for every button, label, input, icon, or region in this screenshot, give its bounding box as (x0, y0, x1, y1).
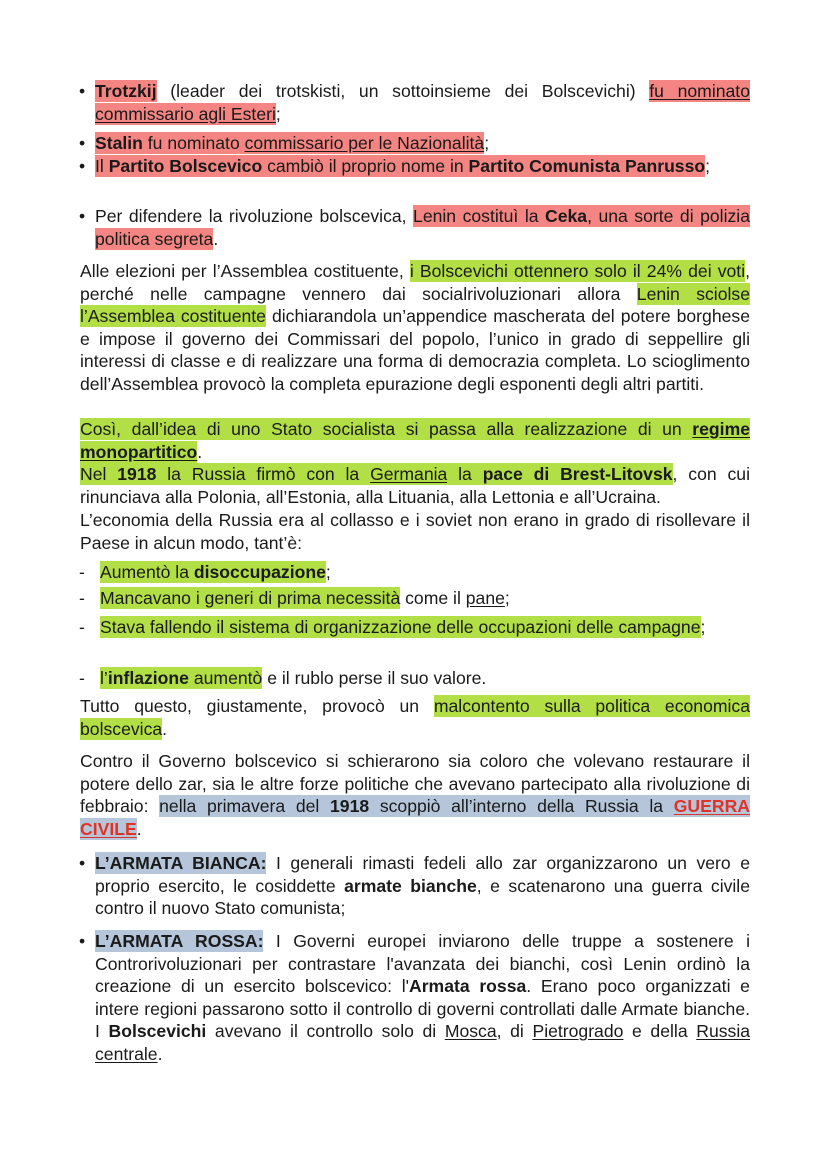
dash-item-inflazione: l’inflazione aumentò e il rublo perse il suo valore. (100, 668, 487, 688)
bullet-ceka: Per difendere la rivoluzione bolscevica, Lenin costituì la Ceka, una sorte di polizia politica segreta. (95, 206, 750, 249)
paragraph-economia: L’economia della Russia era al collasso e i soviet non erano in grado di risollevare il Paese in alcun modo, tant’è: (80, 510, 750, 553)
dash-mark: - (79, 668, 85, 688)
paragraph-monopartitico: Così, dall’idea di uno Stato socialista si passa alla realizzazione di un regime monopartitico. (80, 419, 750, 462)
bullet-mark: • (79, 81, 86, 101)
bullet-mark: • (79, 931, 86, 951)
paragraph-malcontento: Tutto questo, giustamente, provocò un malcontento sulla politica economica bolscevica. (80, 696, 750, 739)
paragraph-elezioni: Alle elezioni per l’Assemblea costituente, i Bolscevichi ottennero solo il 24% dei voti, perché nelle campagne vennero dai socialrivoluzionari allora Lenin sciolse l’Assemblea costituente dichiarandola un’appendice mascherata del potere borghese e impose il governo dei Commissari del popolo, l’unico in grado di seppellire gli interessi di classe e di realizzare una forma di democrazia completa. Lo scioglimento dell’Assemblea provocò la completa epurazione degli esponenti degli altri partiti. (80, 261, 750, 394)
dash-mark: - (79, 562, 85, 582)
dash-item-generi: Mancavano i generi di prima necessità come il pane; (100, 588, 510, 608)
dash-item-campagne: Stava fallendo il sistema di organizzazione delle occupazioni delle campagne; (100, 617, 706, 637)
bullet-armata-rossa: L’ARMATA ROSSA: I Governi europei inviarono delle truppe a sostenere i Controrivoluzionari per contrastare l'avanzata dei bianchi, così Lenin ordinò la creazione di un esercito bolscevico: l'Armata rossa. Erano poco organizzati e intere regioni passarono sotto il controllo di governi controllati dalle Armate bianche. I Bolscevichi avevano il controllo solo di Mosca, di Pietrogrado e della Russia centrale. (95, 931, 751, 1064)
dash-mark: - (79, 617, 85, 637)
bullet-mark: • (79, 853, 86, 873)
bullet-mark: • (79, 156, 86, 176)
dash-item-disoccupazione: Aumentò la disoccupazione; (100, 562, 331, 582)
bullet-partito: Il Partito Bolscevico cambiò il proprio nome in Partito Comunista Panrusso; (95, 156, 711, 176)
bullet-trotzkij: Trotzkij (leader dei trotskisti, un sottoinsieme dei Bolscevichi) fu nominato commissario agli Esteri; (95, 81, 750, 124)
bullet-stalin: Stalin fu nominato commissario per le Nazionalità; (95, 133, 490, 153)
paragraph-guerra-civile: Contro il Governo bolscevico si schierarono sia coloro che volevano restaurare il potere dello zar, sia le altre forze politiche che avevano partecipato alla rivoluzione di febbraio: nella primavera del 1918 scoppiò all’interno della Russia la GUERRA CIVILE. (80, 751, 750, 839)
bullet-mark: • (79, 206, 86, 226)
dash-mark: - (79, 588, 85, 608)
bullet-armata-bianca: L’ARMATA BIANCA: I generali rimasti fedeli allo zar organizzarono un vero e proprio esercito, le cosiddette armate bianche, e scatenarono una guerra civile contro il nuovo Stato comunista; (95, 853, 750, 918)
bullet-mark: • (79, 133, 86, 153)
paragraph-brest-litovsk: Nel 1918 la Russia firmò con la Germania la pace di Brest-Litovsk, con cui rinunciava alla Polonia, all’Estonia, alla Lituania, alla Lettonia e all’Ucraina. (80, 464, 750, 507)
